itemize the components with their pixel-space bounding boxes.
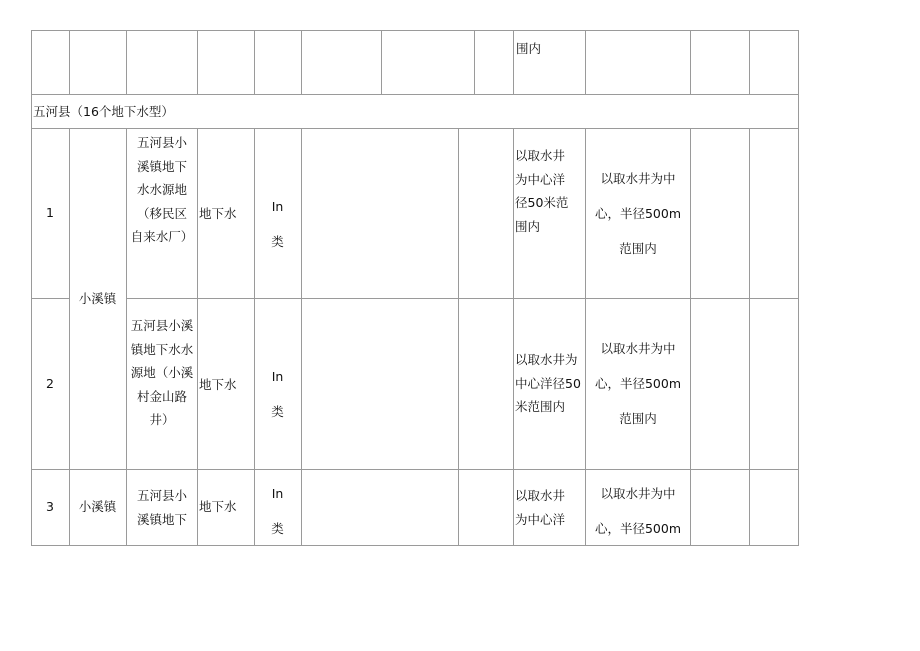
grid-line [126, 298, 799, 299]
category-code: In [271, 486, 284, 501]
grid-line [197, 30, 198, 94]
protect-range2-cell [586, 476, 690, 546]
grid-line [458, 128, 459, 545]
grid-line [126, 30, 127, 94]
category-code: In [271, 199, 284, 214]
grid-line [31, 128, 32, 545]
grid-line [381, 30, 382, 94]
grid-line [513, 128, 514, 545]
protect-range-line: 为中心洋 [515, 511, 566, 527]
grid-line [69, 30, 70, 94]
source-name-line: （移民区 [136, 205, 187, 221]
protect-range2-line: 范围内 [619, 241, 657, 256]
protect-range-line: 围内 [515, 218, 541, 234]
category-class: 类 [271, 404, 284, 419]
top-row-protect-range-cell [516, 42, 541, 56]
grid-line [31, 469, 799, 470]
grid-line [31, 298, 69, 299]
grid-line [749, 128, 750, 545]
source-name-cell [127, 484, 197, 531]
category-class: 类 [271, 234, 284, 249]
source-name-line: 溪镇地下 [136, 511, 187, 527]
row-index: 3 [46, 499, 54, 514]
grid-line [474, 30, 475, 94]
grid-line [31, 128, 799, 129]
source-name-cell [127, 131, 197, 249]
town-cell: 小溪镇 [78, 499, 117, 514]
category-class: 类 [271, 521, 284, 536]
grid-line [197, 128, 198, 545]
source-name-line: 溪镇地下 [136, 158, 187, 174]
source-name-line: 源地（小溪 [130, 365, 194, 380]
protect-range2-cell [586, 331, 690, 436]
protect-range-line: 中心洋径50 [515, 375, 581, 391]
category-cell [254, 189, 301, 259]
protect-range2-line: 以取水井为中 [600, 341, 676, 356]
category-cell [254, 476, 301, 546]
row-index: 1 [46, 205, 54, 220]
grid-line [798, 94, 799, 128]
grid-line [31, 30, 32, 94]
protect-range-line: 径50米范 [515, 195, 569, 210]
grid-line [31, 94, 799, 95]
protect-range2-line: 心，半径500m [594, 521, 682, 536]
grid-line [690, 30, 691, 94]
water-type-cell: 地下水 [199, 499, 237, 514]
protect-range-line: 以取水井为 [515, 352, 578, 367]
protect-range-line: 米范围内 [515, 399, 566, 414]
grid-line [690, 128, 691, 545]
protect-range2-line: 以取水井为中 [600, 486, 676, 501]
category-code: In [271, 369, 284, 384]
grid-line [301, 128, 302, 545]
grid-line [301, 30, 302, 94]
protect-range-cell [515, 144, 568, 238]
protect-range-text: 围内 [516, 41, 542, 56]
protect-range-line: 以取水井 [515, 488, 566, 503]
protect-range2-line: 心，半径500m [594, 376, 682, 391]
protect-range-cell [515, 348, 581, 419]
source-name-cell [127, 314, 197, 432]
grid-line [69, 128, 70, 545]
source-name-line: 五河县小 [136, 135, 187, 150]
category-cell [254, 359, 301, 429]
grid-line [31, 94, 32, 128]
protect-range2-cell [586, 161, 690, 266]
grid-line [254, 30, 255, 94]
protect-range2-line: 心，半径500m [594, 206, 682, 221]
grid-line [749, 30, 750, 94]
grid-line [585, 30, 586, 94]
source-name-line: 井） [149, 412, 175, 427]
source-name-line: 水水源地 [136, 182, 187, 197]
water-type-cell: 地下水 [199, 206, 237, 221]
grid-line [513, 30, 514, 94]
protect-range2-line: 以取水井为中 [600, 171, 676, 186]
source-name-line: 镇地下水水 [130, 341, 194, 357]
source-name-line: 村金山路 [136, 388, 187, 404]
section-header: 五河县（16个地下水型） [33, 104, 174, 119]
grid-line [798, 30, 799, 94]
protect-range-line: 以取水井 [515, 148, 566, 163]
protect-range-line: 为中心洋 [515, 171, 566, 187]
grid-line [31, 30, 799, 31]
protect-range2-line: 范围内 [619, 411, 657, 426]
source-name-line: 五河县小 [136, 488, 187, 503]
source-name-line: 自来水厂） [130, 229, 194, 244]
row-index: 2 [46, 376, 54, 391]
source-name-line: 五河县小溪 [130, 318, 194, 333]
protect-range-cell [515, 484, 565, 531]
water-type-cell: 地下水 [199, 377, 237, 392]
grid-line [798, 128, 799, 545]
town-cell: 小溪镇 [78, 291, 117, 306]
